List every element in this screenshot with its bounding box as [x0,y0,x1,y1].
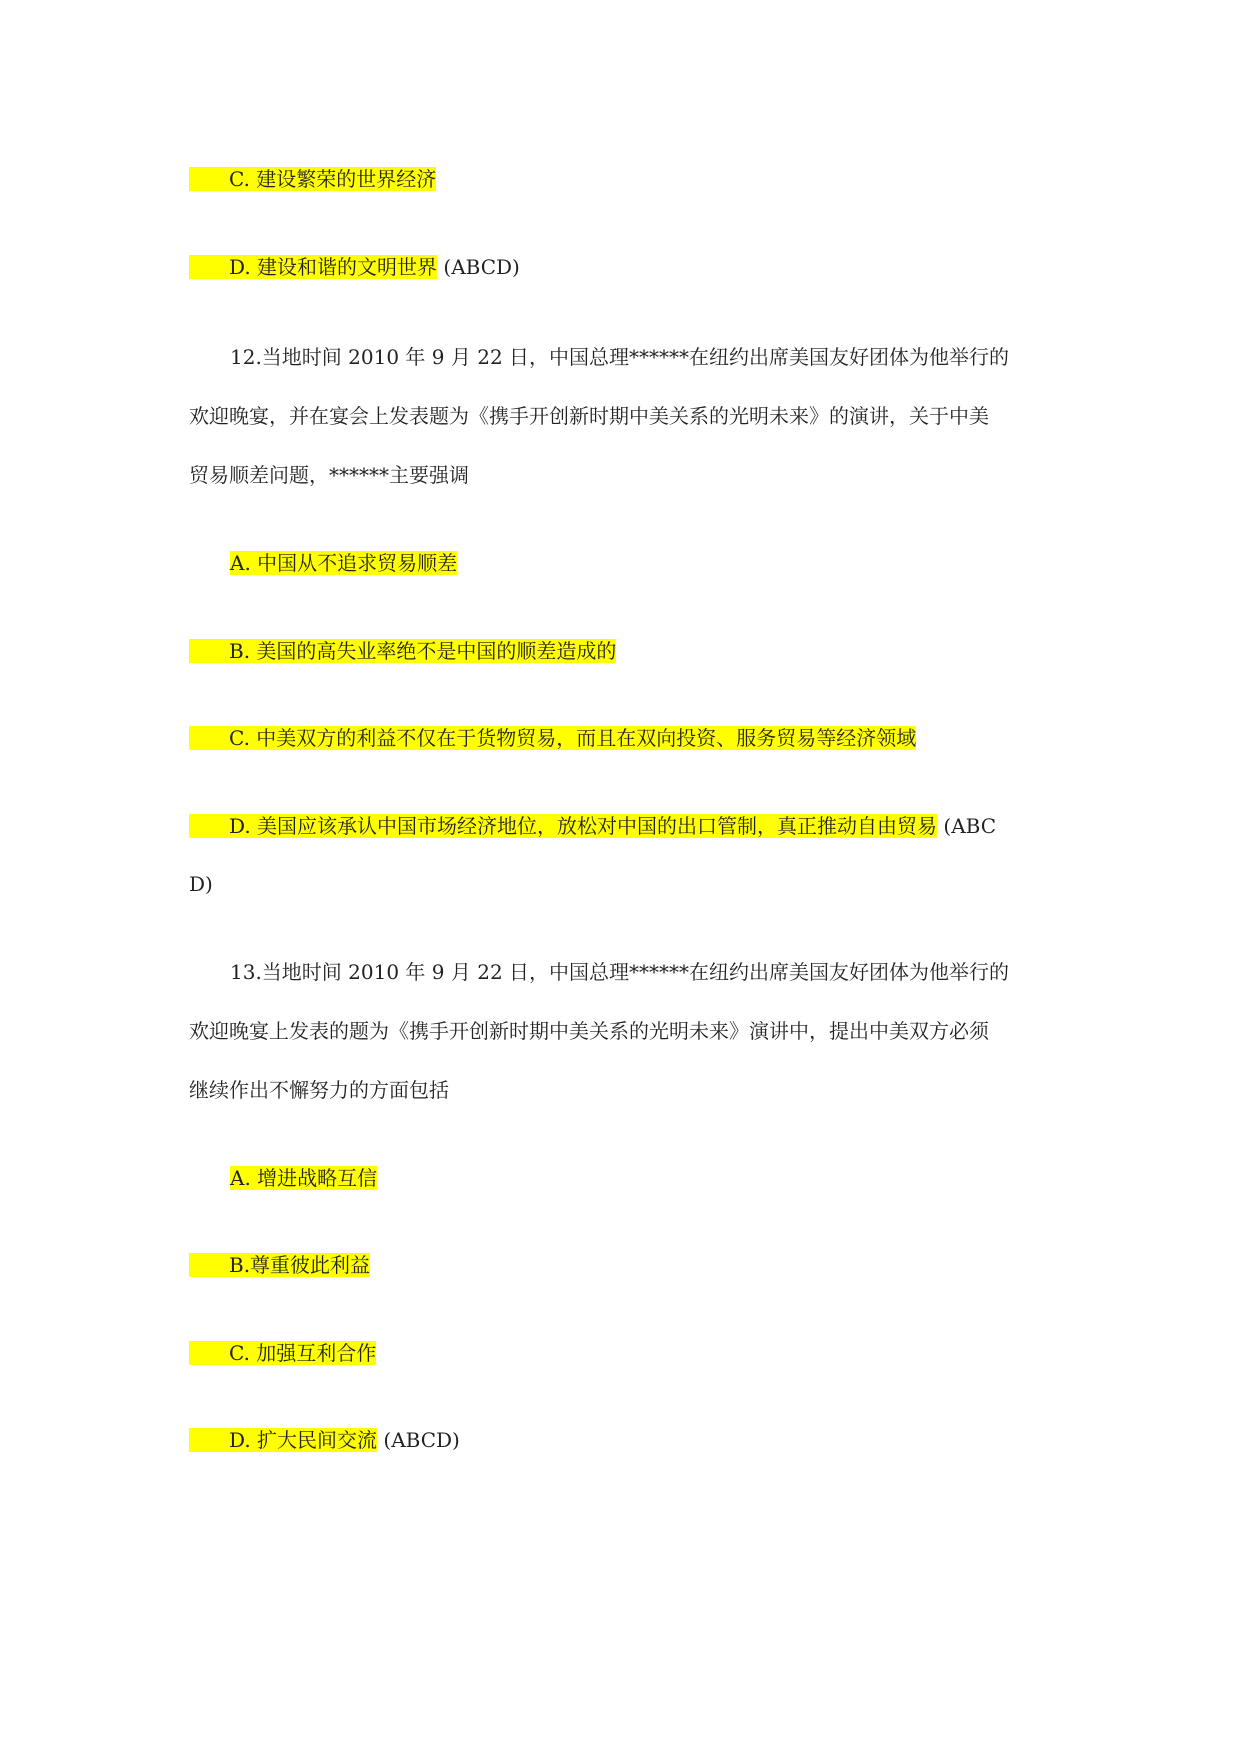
q12-stem-line-3: 贸易顺差问题，******主要强调 [189,463,469,487]
q11-option-c-text: C. 建设繁荣的世界经济 [189,167,436,191]
q13-option-c [189,1338,376,1368]
q12-answer-part-1: (ABC [943,814,997,838]
q12-answer-part-2: D) [189,872,213,896]
q12-option-a-text: A. 中国从不追求贸易顺差 [230,551,458,575]
q13-option-d-text: D. 扩大民间交流 [189,1428,377,1452]
q12-option-c [189,723,916,753]
q12-option-d-text: D. 美国应该承认中国市场经济地位，放松对中国的出口管制，真正推动自由贸易 [189,814,937,838]
q13-stem-line-1: 13.当地时间 2010 年 9 月 22 日，中国总理******在纽约出席美国友好团体为他举行的 [230,960,1010,984]
q11-option-c [189,164,436,194]
q13-option-b-text: B.尊重彼此利益 [189,1253,370,1277]
q12-option-c-text: C. 中美双方的利益不仅在于货物贸易，而且在双向投资、服务贸易等经济领域 [189,726,916,750]
q13-option-d [189,1425,460,1455]
q12-option-a [230,548,457,578]
q12-option-b-text: B. 美国的高失业率绝不是中国的顺差造成的 [189,639,616,663]
q12-stem-line-1: 12.当地时间 2010 年 9 月 22 日，中国总理******在纽约出席美国友好团体为他举行的 [230,345,1010,369]
q11-answer: (ABCD) [443,255,520,279]
q13-option-c-text: C. 加强互利合作 [189,1341,376,1365]
q12-option-d [189,811,996,841]
q13-stem-line-3: 继续作出不懈努力的方面包括 [189,1078,449,1102]
q13-answer: (ABCD) [383,1428,460,1452]
q13-option-a [230,1163,377,1193]
q12-option-b [189,636,616,666]
q11-option-d-text: D. 建设和谐的文明世界 [189,255,437,279]
q12-stem-line-2: 欢迎晚宴，并在宴会上发表题为《携手开创新时期中美关系的光明未来》的演讲，关于中美 [189,404,989,428]
q13-option-a-text: A. 增进战略互信 [230,1166,378,1190]
q13-stem-line-2: 欢迎晚宴上发表的题为《携手开创新时期中美关系的光明未来》演讲中，提出中美双方必须 [189,1019,989,1043]
q11-option-d [189,252,520,282]
q13-option-b [189,1250,370,1280]
